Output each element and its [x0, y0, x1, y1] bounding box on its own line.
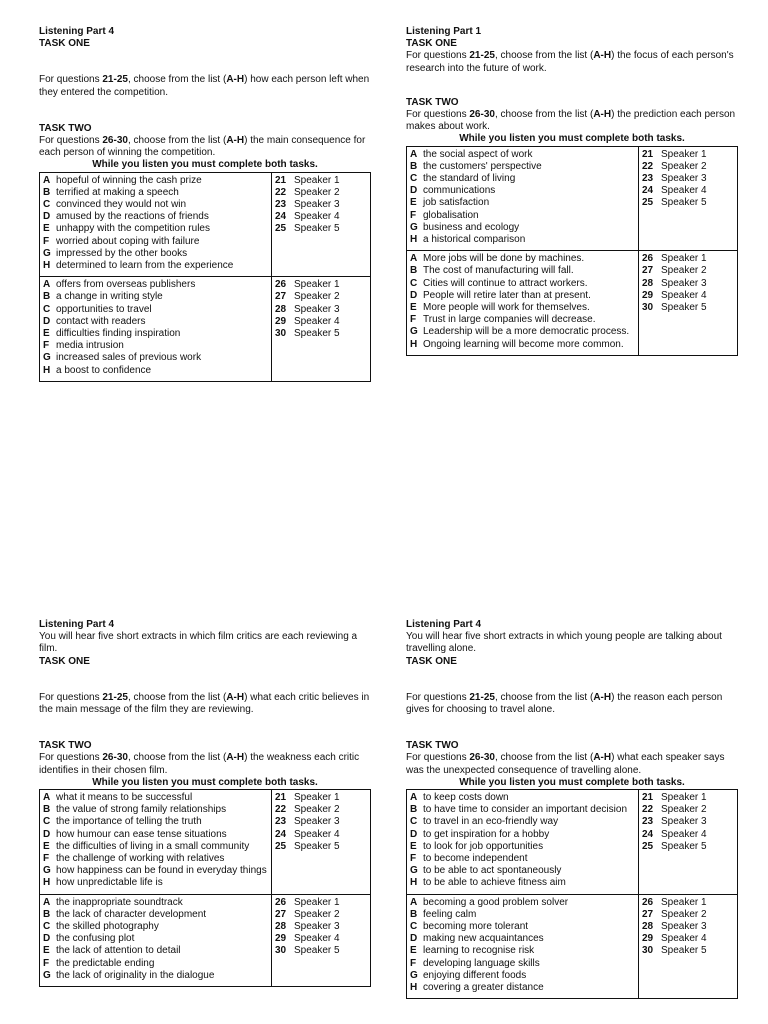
option-item: D People will retire later than at present.: [410, 289, 591, 301]
option-item: H covering a greater distance: [410, 982, 544, 994]
task-one-options: [40, 790, 272, 895]
option-item: F worried about coping with failure: [43, 235, 200, 247]
option-item: F media intrusion: [43, 340, 124, 352]
option-item: B feeling calm: [410, 908, 477, 920]
option-item: H a boost to confidence: [43, 364, 152, 376]
task-one-options: [40, 172, 272, 277]
speaker-answer-slot[interactable]: 23 Speaker 3: [275, 199, 340, 211]
listening-instruction: While you listen you must complete both tasks.: [459, 133, 685, 145]
worksheet-section-film-critics: [39, 619, 371, 1024]
option-item: E job satisfaction: [410, 197, 490, 209]
listening-instruction: While you listen you must complete both tasks.: [459, 776, 685, 788]
option-item: F developing language skills: [410, 957, 540, 969]
option-item: G enjoying different foods: [410, 969, 527, 981]
option-item: H Ongoing learning will become more common.: [410, 338, 624, 350]
task-two-instructions: For questions 26-30, choose from the list (A-H) the main consequence for each person of winning the competition.: [39, 135, 366, 159]
option-item: B the lack of character development: [43, 908, 207, 920]
section-heading: Listening Part 4: [39, 619, 115, 630]
option-item: G increased sales of previous work: [43, 352, 202, 364]
speaker-answer-slot[interactable]: 26 Speaker 1: [642, 253, 707, 265]
speaker-answer-slot[interactable]: 29 Speaker 4: [642, 933, 707, 945]
speaker-answer-slot[interactable]: 27 Speaker 2: [642, 265, 707, 277]
task-one-instructions: For questions 21-25, choose from the list (A-H) what each critic believes in the main message of the film they are reviewing.: [39, 691, 370, 716]
speaker-answer-slot[interactable]: 26 Speaker 1: [642, 896, 707, 908]
task-two-row: [40, 894, 371, 986]
speaker-answer-slot[interactable]: 27 Speaker 2: [275, 908, 340, 920]
speaker-answer-slot[interactable]: 25 Speaker 5: [642, 840, 707, 852]
task-one-instructions: For questions 21-25, choose from the list (A-H) the reason each person gives for choosing to travel alone.: [406, 691, 723, 716]
listening-instruction: While you listen you must complete both tasks.: [92, 159, 318, 171]
speaker-answer-slot[interactable]: 25 Speaker 5: [275, 840, 340, 852]
task-one-speakers: [272, 172, 371, 277]
task-one-instructions: For questions 21-25, choose from the list (A-H) how each person left when they entered the competition.: [39, 74, 370, 98]
option-item: G the lack of originality in the dialogue: [43, 969, 215, 981]
speaker-answer-slot[interactable]: 25 Speaker 5: [275, 223, 340, 235]
option-item: H determined to learn from the experience: [43, 260, 234, 272]
option-item: A the social aspect of work: [410, 148, 533, 160]
speaker-answer-slot[interactable]: 27 Speaker 2: [275, 291, 340, 303]
speaker-answer-slot[interactable]: 24 Speaker 4: [275, 211, 340, 223]
option-item: C to travel in an eco-friendly way: [410, 816, 559, 828]
option-item: G to be able to act spontaneously: [410, 865, 562, 877]
speaker-answer-slot[interactable]: 21 Speaker 1: [642, 148, 707, 160]
speaker-answer-slot[interactable]: 29 Speaker 4: [275, 933, 340, 945]
speaker-answer-slot[interactable]: 22 Speaker 2: [642, 804, 707, 816]
task-one-label: TASK ONE: [406, 38, 457, 50]
speaker-answer-slot[interactable]: 29 Speaker 4: [642, 289, 707, 301]
speaker-answer-slot[interactable]: 28 Speaker 3: [275, 921, 340, 933]
task-one-options: [407, 146, 639, 251]
option-item: B terrified at making a speech: [43, 186, 179, 198]
task-two-speakers: [639, 251, 738, 356]
option-item: D the confusing plot: [43, 933, 135, 945]
task-one-label: TASK ONE: [406, 655, 457, 667]
task-two-options: [40, 894, 272, 986]
option-item: E the difficulties of living in a small community: [43, 840, 250, 852]
option-item: E to look for job opportunities: [410, 840, 544, 852]
task-two-speakers: [272, 277, 371, 382]
task-one-label: TASK ONE: [39, 655, 90, 667]
option-item: E learning to recognise risk: [410, 945, 535, 957]
option-item: E difficulties finding inspiration: [43, 328, 181, 340]
task-two-label: TASK TWO: [406, 740, 459, 752]
worksheet-section-future-of-work: [406, 26, 738, 356]
section-intro: You will hear five short extracts in which young people are talking about travelling alone.: [406, 631, 722, 655]
speaker-answer-slot[interactable]: 23 Speaker 3: [642, 816, 707, 828]
task-one-row: [40, 790, 371, 895]
option-item: B the customers' perspective: [410, 160, 542, 172]
option-item: E unhappy with the competition rules: [43, 223, 210, 235]
option-item: C Cities will continue to attract workers.: [410, 277, 588, 289]
option-item: A becoming a good problem solver: [410, 896, 569, 908]
option-item: C the skilled photography: [43, 921, 159, 933]
task-two-instructions: For questions 26-30, choose from the list (A-H) the weakness each critic identifies in their chosen film.: [39, 752, 360, 776]
option-item: F the challenge of working with relatives: [43, 853, 225, 865]
option-item: A the inappropriate soundtrack: [43, 896, 183, 908]
task-two-options: [407, 894, 639, 999]
option-item: G Leadership will be a more democratic process.: [410, 326, 630, 338]
task-one-row: [407, 146, 738, 251]
option-item: E More people will work for themselves.: [410, 302, 590, 314]
option-item: A hopeful of winning the cash prize: [43, 174, 202, 186]
task-one-speakers: [639, 790, 738, 895]
speaker-answer-slot[interactable]: 28 Speaker 3: [642, 277, 707, 289]
speaker-answer-slot[interactable]: 29 Speaker 4: [275, 315, 340, 327]
option-item: A what it means to be successful: [43, 792, 193, 804]
speaker-answer-slot[interactable]: 23 Speaker 3: [642, 173, 707, 185]
option-item: D making new acquaintances: [410, 933, 544, 945]
option-item: B the value of strong family relationships: [43, 804, 227, 816]
task-two-label: TASK TWO: [406, 96, 459, 108]
option-item: B The cost of manufacturing will fall.: [410, 265, 574, 277]
speaker-answer-slot[interactable]: 30 Speaker 5: [642, 302, 707, 314]
speaker-answer-slot[interactable]: 30 Speaker 5: [275, 945, 340, 957]
option-item: C convinced they would not win: [43, 199, 187, 211]
speaker-answer-slot[interactable]: 25 Speaker 5: [642, 197, 707, 209]
speaker-answer-slot[interactable]: 21 Speaker 1: [642, 792, 707, 804]
speaker-answer-slot[interactable]: 27 Speaker 2: [642, 908, 707, 920]
option-item: A to keep costs down: [410, 792, 509, 804]
question-table: [39, 172, 371, 382]
option-item: D amused by the reactions of friends: [43, 211, 209, 223]
section-intro: You will hear five short extracts in which film critics are each reviewing a film.: [39, 631, 358, 655]
task-two-speakers: [272, 894, 371, 986]
option-item: C becoming more tolerant: [410, 921, 529, 933]
task-two-speakers: [639, 894, 738, 999]
option-item: E the lack of attention to detail: [43, 945, 181, 957]
speaker-answer-slot[interactable]: 28 Speaker 3: [275, 303, 340, 315]
speaker-answer-slot[interactable]: 30 Speaker 5: [275, 328, 340, 340]
option-item: G how happiness can be found in everyday things: [43, 865, 267, 877]
task-two-options: [40, 277, 272, 382]
speaker-answer-slot[interactable]: 21 Speaker 1: [275, 792, 340, 804]
task-one-speakers: [639, 146, 738, 251]
task-two-options: [407, 251, 639, 356]
option-item: H a historical comparison: [410, 234, 526, 246]
task-one-row: [407, 790, 738, 895]
question-table: [39, 789, 371, 987]
option-item: H to be able to achieve fitness aim: [410, 877, 566, 889]
option-item: C the importance of telling the truth: [43, 816, 202, 828]
speaker-answer-slot[interactable]: 24 Speaker 4: [275, 828, 340, 840]
speaker-answer-slot[interactable]: 26 Speaker 1: [275, 896, 340, 908]
speaker-answer-slot[interactable]: 21 Speaker 1: [275, 174, 340, 186]
section-heading: Listening Part 4: [406, 619, 482, 630]
task-two-row: [407, 894, 738, 999]
speaker-answer-slot[interactable]: 22 Speaker 2: [275, 186, 340, 198]
option-item: F the predictable ending: [43, 957, 155, 969]
option-item: G business and ecology: [410, 221, 520, 233]
task-two-row: [40, 277, 371, 382]
task-one-row: [40, 172, 371, 277]
speaker-answer-slot[interactable]: 23 Speaker 3: [275, 816, 340, 828]
option-item: H how unpredictable life is: [43, 877, 163, 889]
option-item: D how humour can ease tense situations: [43, 828, 227, 840]
option-item: G impressed by the other books: [43, 247, 188, 259]
option-item: F globalisation: [410, 209, 479, 221]
speaker-answer-slot[interactable]: 24 Speaker 4: [642, 828, 707, 840]
task-two-instructions: For questions 26-30, choose from the list (A-H) what each speaker says was the unexpected consequence of travelling alone.: [406, 752, 725, 776]
option-item: F to become independent: [410, 853, 528, 865]
worksheet-section-travelling-alone: [406, 619, 738, 1024]
question-table: [406, 789, 738, 999]
task-one-instructions: For questions 21-25, choose from the list (A-H) the focus of each person's research into the future of work.: [406, 50, 734, 74]
option-item: A offers from overseas publishers: [43, 279, 196, 291]
speaker-answer-slot[interactable]: 30 Speaker 5: [642, 945, 707, 957]
speaker-answer-slot[interactable]: 28 Speaker 3: [642, 921, 707, 933]
option-item: D communications: [410, 185, 496, 197]
speaker-answer-slot[interactable]: 24 Speaker 4: [642, 185, 707, 197]
option-item: B a change in writing style: [43, 291, 163, 303]
task-two-instructions: For questions 26-30, choose from the list (A-H) the prediction each person makes about work.: [406, 109, 736, 133]
task-one-label: TASK ONE: [39, 38, 90, 50]
task-one-speakers: [272, 790, 371, 895]
worksheet-section-competition: [39, 26, 371, 382]
option-item: A More jobs will be done by machines.: [410, 253, 585, 265]
speaker-answer-slot[interactable]: 26 Speaker 1: [275, 279, 340, 291]
option-item: C the standard of living: [410, 173, 516, 185]
option-item: C opportunities to travel: [43, 303, 152, 315]
section-heading: Listening Part 1: [406, 26, 482, 37]
speaker-answer-slot[interactable]: 22 Speaker 2: [642, 160, 707, 172]
section-heading: Listening Part 4: [39, 26, 115, 37]
question-table: [406, 146, 738, 356]
task-two-row: [407, 251, 738, 356]
speaker-answer-slot[interactable]: 22 Speaker 2: [275, 804, 340, 816]
option-item: F Trust in large companies will decrease.: [410, 314, 596, 326]
task-two-label: TASK TWO: [39, 122, 92, 134]
option-item: D contact with readers: [43, 315, 146, 327]
task-one-options: [407, 790, 639, 895]
option-item: D to get inspiration for a hobby: [410, 828, 550, 840]
task-two-label: TASK TWO: [39, 740, 92, 752]
option-item: B to have time to consider an important decision: [410, 804, 627, 816]
listening-instruction: While you listen you must complete both tasks.: [92, 776, 318, 788]
